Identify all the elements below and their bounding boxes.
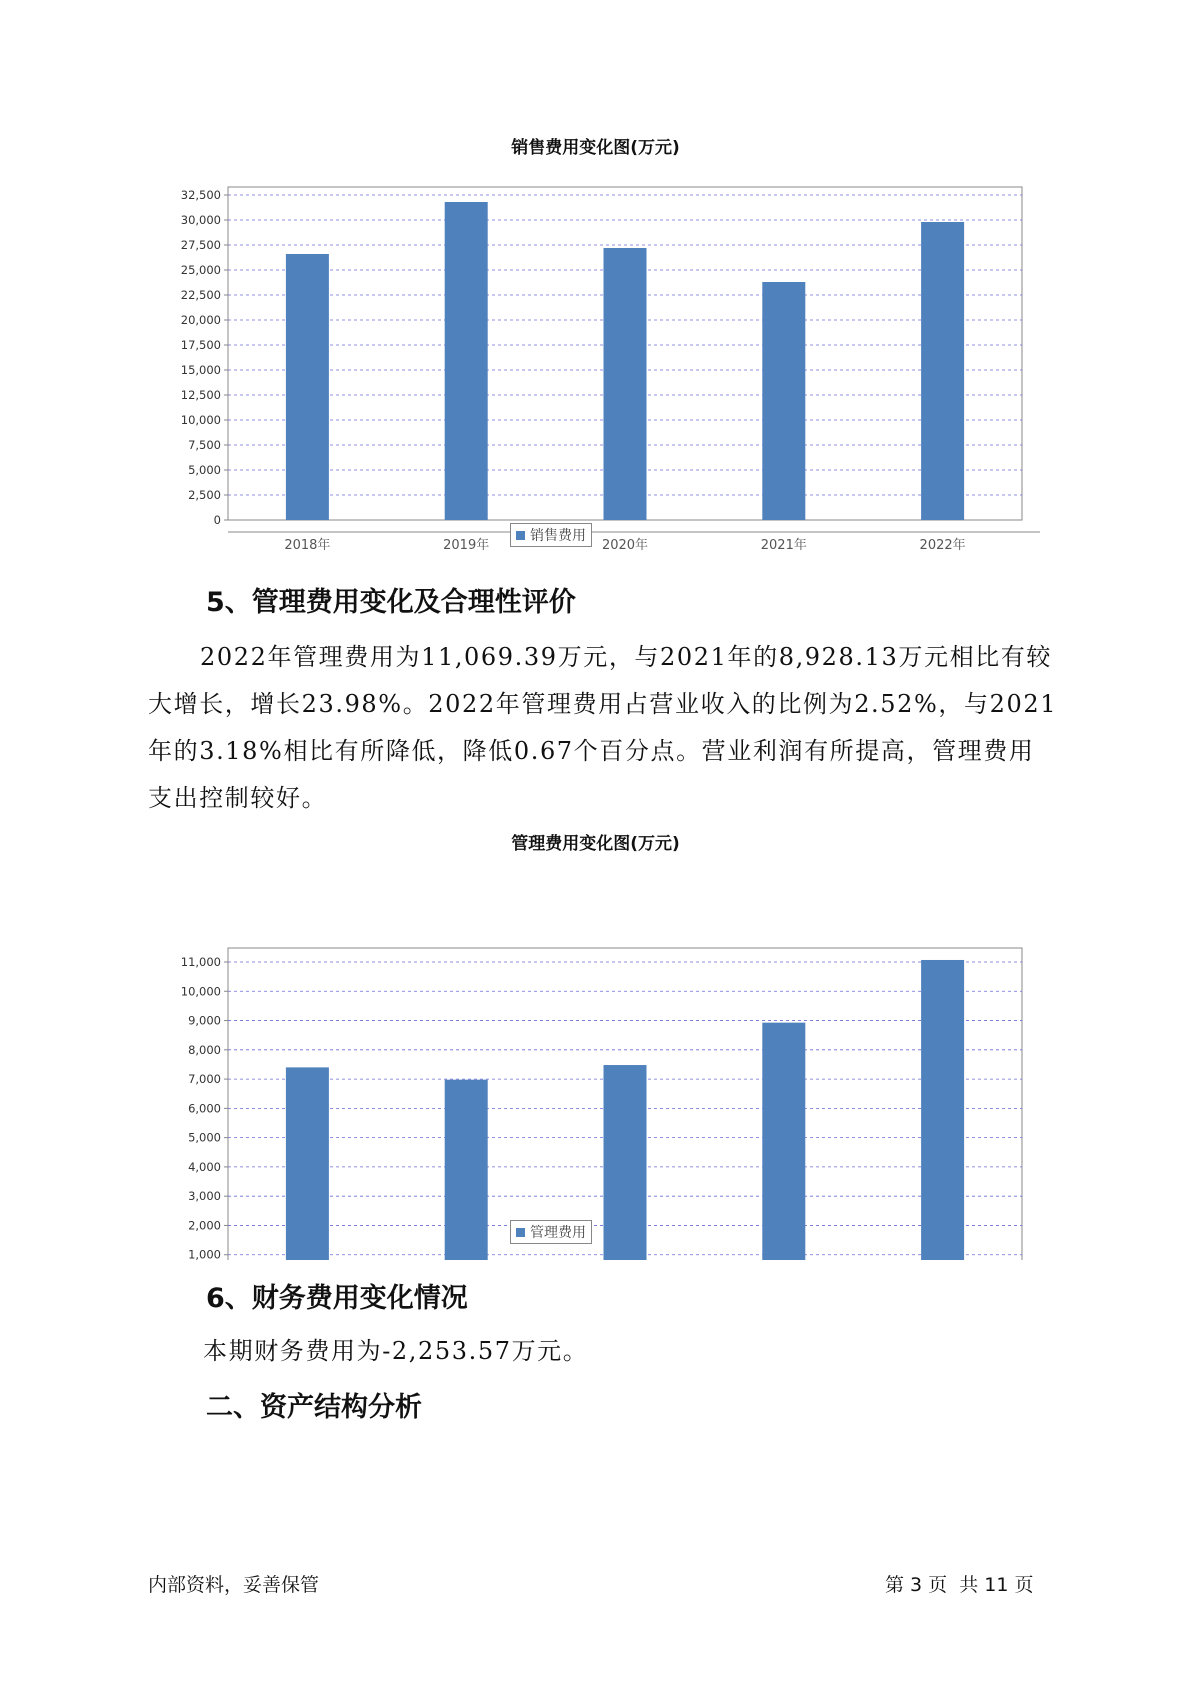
bar-2018年 — [286, 1067, 329, 1260]
y-tick-label: 12,500 — [180, 388, 221, 402]
y-tick-label: 20,000 — [180, 313, 221, 327]
x-tick-label: 2019年 — [443, 538, 490, 553]
y-tick-label: 15,000 — [180, 363, 221, 377]
legend-label: 管理费用 — [530, 1225, 586, 1241]
y-tick-label: 10,000 — [180, 413, 221, 427]
y-tick-label: 2,000 — [188, 1218, 221, 1233]
y-tick-label: 5,000 — [188, 463, 221, 477]
bar-2019年 — [445, 1080, 488, 1260]
bar-2020年 — [604, 1065, 647, 1260]
y-tick-label: 22,500 — [180, 288, 221, 302]
footer-confidential: 内部资料，妥善保管 — [148, 1574, 320, 1596]
chart-legend-admin — [510, 1220, 592, 1244]
y-tick-label: 32,500 — [180, 188, 221, 202]
y-tick-label: 11,000 — [180, 955, 221, 969]
y-tick-label: 9,000 — [188, 1013, 221, 1028]
y-tick-label: 7,500 — [188, 438, 221, 452]
y-tick-label: 10,000 — [180, 984, 221, 999]
x-tick-label: 2018年 — [284, 538, 331, 553]
x-tick-label: 2021年 — [760, 538, 807, 553]
chart-title-sales: 销售费用变化图(万元) — [511, 138, 680, 158]
y-tick-label: 25,000 — [180, 263, 221, 277]
section-6-paragraph: 本期财务费用为-2,253.57万元。 — [203, 1337, 589, 1365]
y-tick-label: 3,000 — [188, 1189, 221, 1204]
y-tick-label: 6,000 — [188, 1101, 221, 1116]
bar-2021年 — [762, 1023, 805, 1260]
y-tick-label: 8,000 — [188, 1042, 221, 1057]
x-tick-label: 2020年 — [601, 538, 649, 553]
y-tick-label: 2,500 — [188, 488, 221, 502]
bar-2022年 — [921, 960, 964, 1260]
chart-title-admin: 管理费用变化图(万元) — [511, 834, 680, 854]
y-tick-label: 17,500 — [180, 338, 221, 352]
y-tick-label: 30,000 — [180, 213, 221, 227]
y-tick-label: 5,000 — [188, 1130, 221, 1145]
legend-label: 销售费用 — [530, 528, 586, 544]
section-6-heading: 6、财务费用变化情况 — [206, 1283, 468, 1314]
legend-swatch — [516, 1228, 525, 1237]
y-tick-label: 27,500 — [180, 238, 221, 252]
y-tick-label: 7,000 — [188, 1072, 221, 1087]
section-5-heading: 5、管理费用变化及合理性评价 — [206, 587, 576, 618]
footer-page-number: 第 3 页 共 11 页 — [885, 1574, 1034, 1596]
x-tick-label: 2022年 — [919, 538, 966, 553]
y-tick-label: 1,000 — [188, 1247, 221, 1260]
section-5-paragraph: 2022年管理费用为11,069.39万元，与2021年的8,928.13万元相比有较大增长，增长23.98%。2022年管理费用占营业收入的比例为2.52%，与2021年的3.18%相比有所降低，降低0.67个百分点。营业利润有所提高，管理费用支出控制较好。 — [148, 643, 1058, 812]
y-tick-label: 0 — [213, 513, 221, 527]
y-tick-label: 4,000 — [188, 1159, 221, 1174]
section-two-heading: 二、资产结构分析 — [206, 1392, 422, 1423]
